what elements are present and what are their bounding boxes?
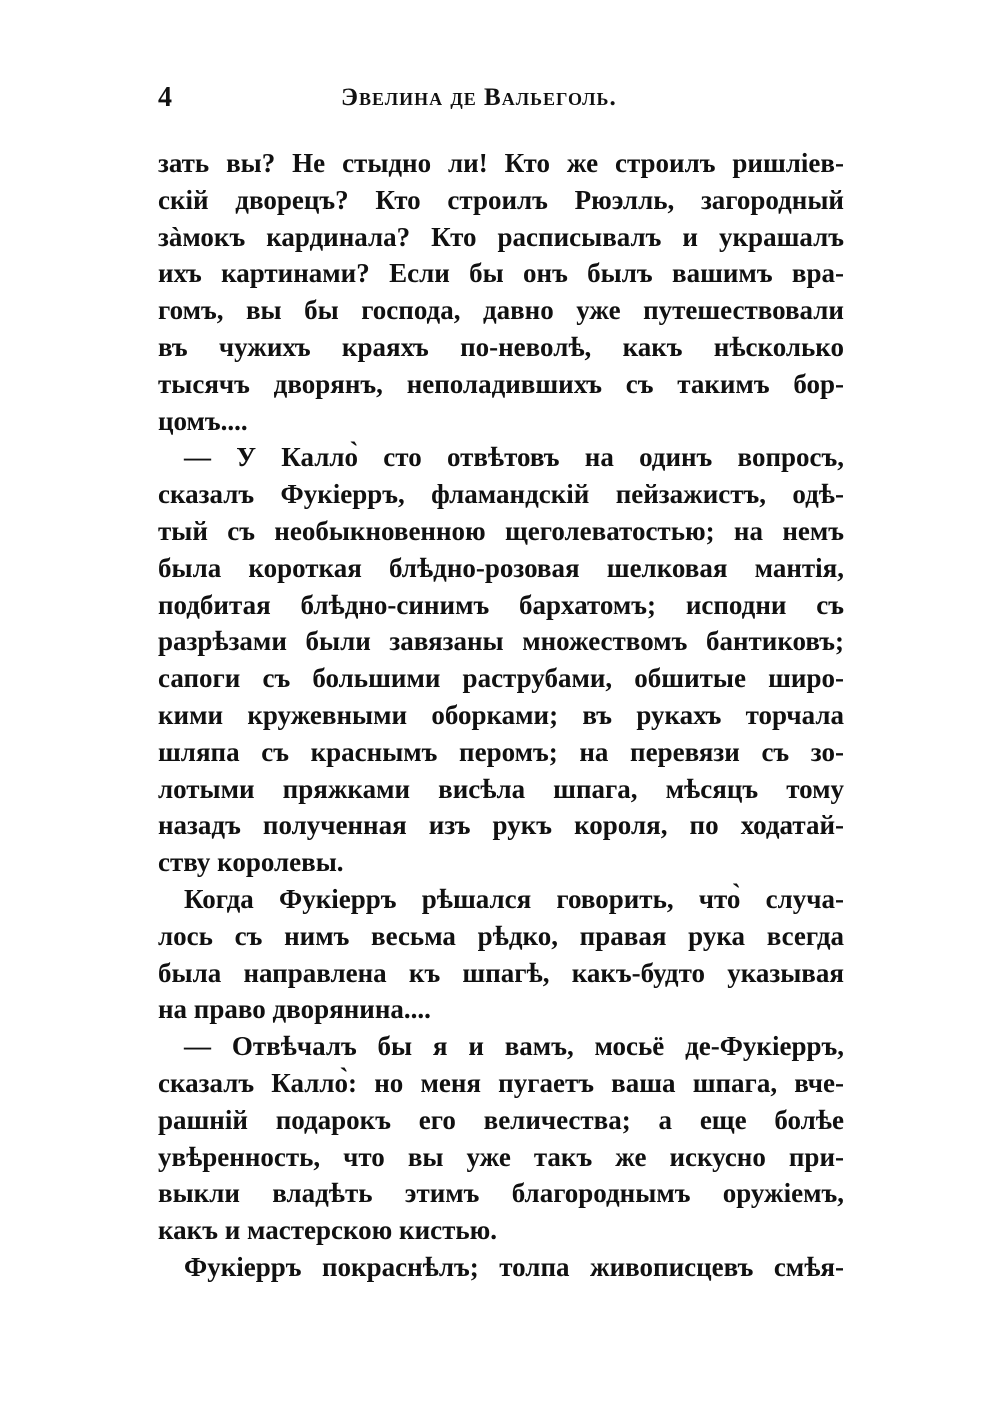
text-line: была направлена къ шпагѣ, какъ-будто указывая [158,957,844,988]
page-number: 4 [158,82,172,113]
text-line: цомъ.... [158,405,248,436]
text-line: разрѣзами были завязаны множествомъ бантиковъ; [158,626,844,657]
text-line: рашній подарокъ его величества; а еще болѣе [158,1104,844,1135]
page-body-text [158,145,844,1286]
text-line: какъ и мастерскою кистью. [158,1215,498,1246]
text-line: ихъ картинами? Если бы онъ былъ вашимъ вра- [158,258,844,289]
text-line: — Отвѣчалъ бы я и вамъ, мосьё де-Фукіерръ, [184,1031,844,1062]
text-line: была короткая блѣдно-розовая шелковая мантія, [158,552,844,583]
text-line: выкли владѣть этимъ благороднымъ оружіемъ, [158,1178,844,1209]
text-line: на право дворянина.... [158,994,431,1025]
text-line: зàмокъ кардинала? Кто расписывалъ и украшалъ [158,221,844,252]
text-line: шляпа съ краснымъ перомъ; на перевязи съ зо- [158,736,844,767]
text-line: лотыми пряжками висѣла шпага, мѣсяцъ тому [158,773,844,804]
text-line: кими кружевными оборками; въ рукахъ торчала [158,699,844,730]
running-header [158,82,848,122]
text-line: тысячъ дворянъ, неполадившихъ съ такимъ бор- [158,368,844,399]
text-line: гомъ, вы бы господа, давно уже путешествовали [158,295,844,326]
running-title: Эвелина де Вальеголь. [341,84,617,111]
text-line: назадъ полученная изъ рукъ короля, по ходатай- [158,810,844,841]
text-line: подбитая блѣдно-синимъ бархатомъ; исподни съ [158,589,844,620]
paragraph [158,881,844,1028]
text-line: тый съ необыкновенною щеголеватостью; на немъ [158,515,844,546]
text-line: лось съ нимъ весьма рѣдко, правая рука всегда [158,920,844,951]
paragraph [158,145,844,439]
text-line: сказалъ Фукіерръ, фламандскій пейзажистъ, одѣ- [158,479,844,510]
text-line: въ чужихъ краяхъ по-неволѣ, какъ нѣсколько [158,331,844,362]
text-line: зать вы? Не стыдно ли! Кто же строилъ ришліев- [158,148,844,178]
text-line: — У Калло̀ сто отвѣтовъ на одинъ вопросъ, [184,442,844,473]
paragraph [158,439,844,881]
text-line: ству королевы. [158,847,344,878]
paragraph [158,1249,844,1286]
text-line: увѣренность, что вы уже такъ же искусно при- [158,1141,844,1172]
text-line: скій дворецъ? Кто строилъ Рюэлль, загородный [158,184,844,215]
paragraph [158,1028,844,1249]
text-line: Когда Фукіерръ рѣшался говорить, что̀ случа- [184,883,844,914]
text-line: сапоги съ большими раструбами, обшитые широ- [158,663,844,694]
text-line: сказалъ Калло̀: но меня пугаетъ ваша шпага, вче- [158,1067,844,1098]
text-line: Фукіерръ покраснѣлъ; толпа живописцевъ смѣя- [184,1251,844,1282]
